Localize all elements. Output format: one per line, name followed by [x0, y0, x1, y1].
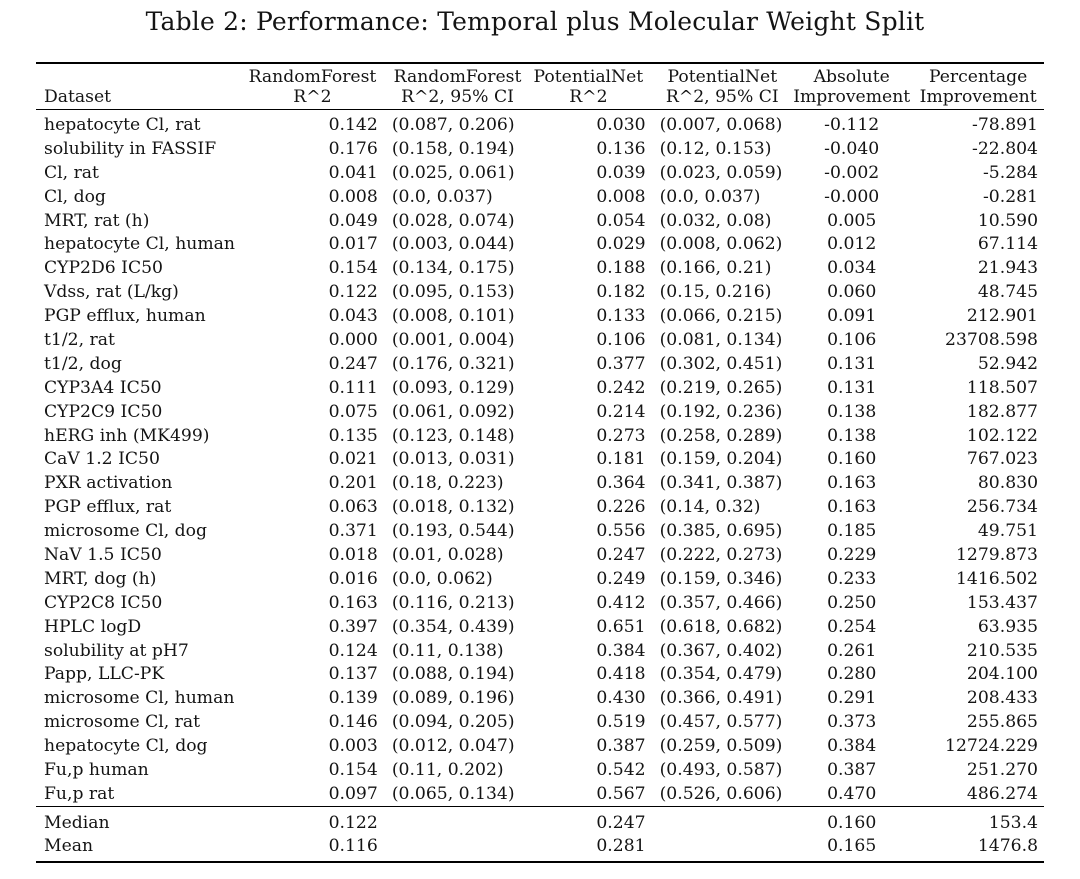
cell-abs-improvement: 0.250 [827, 592, 877, 613]
cell-pct-improvement: -0.281 [982, 186, 1038, 207]
cell-dataset: Fu,p rat [44, 783, 115, 804]
cell-pct-improvement: 1416.502 [955, 568, 1038, 589]
cell-rf-ci: (0.11, 0.202) [391, 759, 504, 780]
cell-rf-r2: 0.063 [328, 497, 378, 518]
cell-pn-r2: 0.247 [596, 544, 646, 565]
cell-pct-improvement: 255.865 [966, 712, 1038, 733]
cell-pn-r2: 0.182 [596, 282, 646, 303]
cell-pn-r2: 0.384 [596, 640, 646, 661]
cell-abs-improvement: -0.040 [824, 138, 880, 159]
table-row [36, 256, 1044, 280]
cell-abs-improvement: 0.163 [827, 473, 877, 494]
cell-rf-ci: (0.088, 0.194) [391, 664, 515, 685]
cell-pn-ci: (0.066, 0.215) [659, 306, 783, 327]
cell-dataset: Papp, LLC-PK [44, 664, 165, 685]
cell-pn-ci: (0.008, 0.062) [659, 234, 783, 255]
cell-pn-ci: (0.159, 0.204) [659, 449, 783, 470]
cell-pn-r2: 0.214 [596, 401, 646, 422]
cell-dataset: Vdss, rat (L/kg) [44, 282, 179, 303]
cell-pn-ci [650, 806, 789, 834]
cell-rf-ci: (0.11, 0.138) [391, 640, 504, 661]
cell-rf-ci: (0.018, 0.132) [391, 497, 515, 518]
table-row [36, 280, 1044, 304]
cell-rf-r2: 0.154 [328, 759, 378, 780]
table-row [36, 161, 1044, 185]
cell-dataset: microsome Cl, rat [44, 712, 201, 733]
cell-pn-ci: (0.258, 0.289) [659, 425, 783, 446]
cell-rf-ci [382, 806, 527, 834]
cell-dataset: Median [36, 806, 243, 834]
cell-rf-r2: 0.139 [328, 688, 378, 709]
cell-abs-improvement: 0.291 [827, 688, 877, 709]
cell-abs-improvement: 0.280 [827, 664, 877, 685]
cell-pct-improvement: 49.751 [977, 521, 1038, 542]
table-row [36, 352, 1044, 376]
cell-dataset: CYP3A4 IC50 [44, 377, 162, 398]
cell-abs-improvement: 0.387 [827, 759, 877, 780]
table-summary [36, 806, 1044, 862]
table-row [36, 662, 1044, 686]
cell-rf-r2: 0.016 [328, 568, 378, 589]
cell-pn-ci: (0.341, 0.387) [659, 473, 783, 494]
table-caption: Table 2: Performance: Temporal plus Molecular Weight Split [145, 7, 925, 36]
cell-dataset: MRT, rat (h) [44, 210, 150, 231]
cell-rf-r2: 0.371 [328, 521, 378, 542]
cell-rf-ci: (0.134, 0.175) [391, 258, 515, 279]
cell-rf-ci: (0.193, 0.544) [391, 521, 515, 542]
cell-pn-r2: 0.377 [596, 353, 646, 374]
cell-pct-improvement: 52.942 [977, 353, 1038, 374]
cell-rf-r2: 0.201 [328, 473, 378, 494]
cell-rf-r2: 0.116 [243, 834, 382, 862]
table-row [36, 110, 1044, 137]
cell-pct-improvement: 1279.873 [955, 544, 1038, 565]
cell-pn-r2: 0.247 [527, 806, 649, 834]
table-row [36, 185, 1044, 209]
cell-pn-ci: (0.222, 0.273) [659, 544, 783, 565]
cell-rf-ci: (0.003, 0.044) [391, 234, 515, 255]
cell-pct-improvement: 1476.8 [914, 834, 1044, 862]
cell-rf-ci: (0.0, 0.037) [391, 186, 493, 207]
cell-pn-r2: 0.273 [596, 425, 646, 446]
header-dataset [36, 64, 243, 87]
cell-dataset: Fu,p human [44, 759, 149, 780]
cell-dataset: t1/2, dog [44, 353, 122, 374]
cell-pn-ci: (0.032, 0.08) [659, 210, 772, 231]
cell-pn-ci: (0.192, 0.236) [659, 401, 783, 422]
cell-pct-improvement: 102.122 [966, 425, 1038, 446]
cell-dataset: CaV 1.2 IC50 [44, 449, 160, 470]
cell-pct-improvement: 23708.598 [945, 329, 1038, 350]
cell-rf-ci: (0.095, 0.153) [391, 282, 515, 303]
table-row [36, 615, 1044, 639]
summary-row [36, 806, 1044, 834]
cell-pn-ci: (0.023, 0.059) [659, 162, 783, 183]
cell-pn-r2: 0.181 [596, 449, 646, 470]
cell-pct-improvement: 204.100 [966, 664, 1038, 685]
cell-abs-improvement: 0.131 [827, 353, 877, 374]
cell-pn-r2: 0.281 [527, 834, 649, 862]
header-rf-r2-top: RandomForest [248, 67, 377, 87]
cell-rf-r2: 0.021 [328, 449, 378, 470]
cell-rf-ci: (0.061, 0.092) [391, 401, 515, 422]
cell-pn-ci: (0.457, 0.577) [659, 712, 783, 733]
cell-pn-r2: 0.226 [596, 497, 646, 518]
cell-abs-improvement: 0.229 [827, 544, 877, 565]
cell-pn-r2: 0.136 [596, 138, 646, 159]
cell-rf-r2: 0.397 [328, 616, 378, 637]
header-pct-top: Percentage [928, 67, 1028, 87]
cell-rf-r2: 0.142 [328, 114, 378, 135]
cell-pn-r2: 0.249 [596, 568, 646, 589]
cell-pn-r2: 0.030 [596, 114, 646, 135]
cell-abs-improvement: 0.131 [827, 377, 877, 398]
header-pct-bottom: Improvement [914, 87, 1044, 110]
cell-pn-r2: 0.556 [596, 521, 646, 542]
cell-rf-r2: 0.122 [243, 806, 382, 834]
cell-pn-ci: (0.219, 0.265) [659, 377, 783, 398]
cell-dataset: solubility in FASSIF [44, 138, 217, 159]
cell-pn-ci: (0.618, 0.682) [659, 616, 783, 637]
cell-rf-ci: (0.354, 0.439) [391, 616, 515, 637]
cell-abs-improvement: -0.000 [824, 186, 880, 207]
cell-abs-improvement: 0.384 [827, 736, 877, 757]
cell-dataset: MRT, dog (h) [44, 568, 157, 589]
cell-dataset: PGP efflux, human [44, 306, 206, 327]
cell-rf-r2: 0.111 [328, 377, 378, 398]
cell-pn-r2: 0.651 [596, 616, 646, 637]
cell-dataset: microsome Cl, dog [44, 521, 208, 542]
cell-abs-improvement: 0.163 [827, 497, 877, 518]
cell-rf-ci: (0.012, 0.047) [391, 736, 515, 757]
performance-table [36, 62, 1044, 863]
cell-abs-improvement: 0.185 [827, 521, 877, 542]
cell-pn-ci: (0.366, 0.491) [659, 688, 783, 709]
cell-rf-ci: (0.158, 0.194) [391, 138, 515, 159]
cell-rf-ci: (0.116, 0.213) [391, 592, 515, 613]
table-row [36, 686, 1044, 710]
table-row [36, 567, 1044, 591]
cell-rf-ci: (0.0, 0.062) [391, 568, 493, 589]
cell-rf-ci: (0.013, 0.031) [391, 449, 515, 470]
cell-rf-r2: 0.049 [328, 210, 378, 231]
cell-pn-ci: (0.302, 0.451) [659, 353, 783, 374]
table-row [36, 471, 1044, 495]
cell-abs-improvement: 0.165 [789, 834, 914, 862]
cell-rf-ci: (0.089, 0.196) [391, 688, 515, 709]
cell-pct-improvement: 63.935 [977, 616, 1038, 637]
cell-rf-ci: (0.065, 0.134) [391, 783, 515, 804]
table-row [36, 137, 1044, 161]
cell-pn-r2: 0.412 [596, 592, 646, 613]
cell-pct-improvement: -5.284 [982, 162, 1038, 183]
cell-rf-r2: 0.135 [328, 425, 378, 446]
cell-rf-r2: 0.247 [328, 353, 378, 374]
cell-rf-r2: 0.124 [328, 640, 378, 661]
cell-abs-improvement: -0.002 [824, 162, 880, 183]
cell-abs-improvement: -0.112 [824, 114, 880, 135]
cell-rf-r2: 0.163 [328, 592, 378, 613]
cell-rf-ci: (0.093, 0.129) [391, 377, 515, 398]
table-row [36, 495, 1044, 519]
cell-abs-improvement: 0.233 [827, 568, 877, 589]
header-abs-top: Absolute [813, 67, 890, 87]
table-row [36, 710, 1044, 734]
cell-rf-r2: 0.018 [328, 544, 378, 565]
header-dataset-label: Dataset [36, 87, 243, 110]
summary-row [36, 834, 1044, 862]
cell-dataset: t1/2, rat [44, 329, 115, 350]
cell-rf-r2: 0.154 [328, 258, 378, 279]
header-pn-ci-top: PotentialNet [667, 67, 778, 87]
header-rf-ci-top: RandomForest [393, 67, 522, 87]
cell-pn-ci: (0.0, 0.037) [659, 186, 761, 207]
table-row [36, 543, 1044, 567]
table-body [36, 110, 1044, 807]
cell-pn-ci: (0.166, 0.21) [659, 258, 772, 279]
table-header [36, 63, 1044, 110]
cell-dataset: hepatocyte Cl, dog [44, 736, 208, 757]
cell-rf-ci: (0.123, 0.148) [391, 425, 515, 446]
cell-pn-ci: (0.259, 0.509) [659, 736, 783, 757]
cell-pct-improvement: 256.734 [966, 497, 1038, 518]
cell-abs-improvement: 0.138 [827, 401, 877, 422]
header-rf-r2-bottom: R^2 [243, 87, 382, 110]
cell-pct-improvement: 67.114 [977, 234, 1038, 255]
cell-pn-ci: (0.159, 0.346) [659, 568, 783, 589]
cell-pn-r2: 0.054 [596, 210, 646, 231]
cell-pn-r2: 0.106 [596, 329, 646, 350]
header-pn-r2-bottom: R^2 [527, 87, 649, 110]
cell-abs-improvement: 0.470 [827, 783, 877, 804]
table-row [36, 376, 1044, 400]
cell-rf-r2: 0.176 [328, 138, 378, 159]
cell-dataset: hepatocyte Cl, rat [44, 114, 201, 135]
table-row [36, 424, 1044, 448]
table-row [36, 591, 1044, 615]
cell-pn-r2: 0.387 [596, 736, 646, 757]
performance-table-container [36, 62, 1044, 863]
cell-pn-r2: 0.039 [596, 162, 646, 183]
cell-rf-ci: (0.094, 0.205) [391, 712, 515, 733]
cell-rf-ci: (0.087, 0.206) [391, 114, 515, 135]
cell-abs-improvement: 0.261 [827, 640, 877, 661]
table-row [36, 447, 1044, 471]
cell-dataset: HPLC logD [44, 616, 142, 637]
table-row [36, 639, 1044, 663]
header-abs-bottom: Improvement [789, 87, 914, 110]
cell-dataset: CYP2C8 IC50 [44, 592, 163, 613]
table-row [36, 400, 1044, 424]
cell-dataset: CYP2C9 IC50 [44, 401, 163, 422]
cell-abs-improvement: 0.373 [827, 712, 877, 733]
cell-dataset: hERG inh (MK499) [44, 425, 210, 446]
cell-pct-improvement: -22.804 [972, 138, 1038, 159]
table-row [36, 304, 1044, 328]
cell-rf-r2: 0.075 [328, 401, 378, 422]
cell-rf-r2: 0.043 [328, 306, 378, 327]
cell-pn-ci: (0.12, 0.153) [659, 138, 772, 159]
cell-pn-ci: (0.526, 0.606) [659, 783, 783, 804]
cell-pn-r2: 0.542 [596, 759, 646, 780]
table-row [36, 734, 1044, 758]
cell-pn-ci: (0.385, 0.695) [659, 521, 783, 542]
cell-pct-improvement: 208.433 [966, 688, 1038, 709]
cell-pn-r2: 0.188 [596, 258, 646, 279]
cell-pn-ci: (0.493, 0.587) [659, 759, 783, 780]
cell-dataset: microsome Cl, human [44, 688, 235, 709]
cell-pn-r2: 0.242 [596, 377, 646, 398]
cell-pct-improvement: -78.891 [972, 114, 1038, 135]
cell-rf-r2: 0.000 [328, 329, 378, 350]
cell-pct-improvement: 21.943 [977, 258, 1038, 279]
header-pn-ci-bottom: R^2, 95% CI [650, 87, 789, 110]
cell-abs-improvement: 0.254 [827, 616, 877, 637]
cell-pn-ci: (0.14, 0.32) [659, 497, 761, 518]
cell-pn-r2: 0.029 [596, 234, 646, 255]
cell-pct-improvement: 767.023 [966, 449, 1038, 470]
cell-abs-improvement: 0.005 [827, 210, 877, 231]
cell-pn-ci: (0.357, 0.466) [659, 592, 783, 613]
cell-pn-r2: 0.519 [596, 712, 646, 733]
cell-dataset: Mean [36, 834, 243, 862]
cell-pct-improvement: 118.507 [966, 377, 1038, 398]
cell-abs-improvement: 0.060 [827, 282, 877, 303]
cell-pn-ci [650, 834, 789, 862]
cell-abs-improvement: 0.012 [827, 234, 877, 255]
cell-dataset: solubility at pH7 [44, 640, 189, 661]
cell-dataset: NaV 1.5 IC50 [44, 544, 162, 565]
cell-pct-improvement: 80.830 [977, 473, 1038, 494]
cell-rf-ci: (0.01, 0.028) [391, 544, 504, 565]
cell-rf-r2: 0.137 [328, 664, 378, 685]
cell-pn-ci: (0.354, 0.479) [659, 664, 783, 685]
cell-pct-improvement: 212.901 [966, 306, 1038, 327]
cell-pn-ci: (0.367, 0.402) [659, 640, 783, 661]
cell-abs-improvement: 0.106 [827, 329, 877, 350]
cell-rf-r2: 0.122 [328, 282, 378, 303]
cell-pct-improvement: 10.590 [977, 210, 1038, 231]
cell-pn-r2: 0.418 [596, 664, 646, 685]
cell-abs-improvement: 0.160 [789, 806, 914, 834]
cell-dataset: PGP efflux, rat [44, 497, 172, 518]
cell-rf-ci: (0.028, 0.074) [391, 210, 515, 231]
cell-rf-r2: 0.097 [328, 783, 378, 804]
table-row [36, 758, 1044, 782]
cell-dataset: Cl, dog [44, 186, 106, 207]
cell-dataset: hepatocyte Cl, human [44, 234, 235, 255]
cell-dataset: Cl, rat [44, 162, 99, 183]
cell-rf-r2: 0.017 [328, 234, 378, 255]
cell-rf-r2: 0.003 [328, 736, 378, 757]
cell-pct-improvement: 48.745 [977, 282, 1038, 303]
cell-pn-r2: 0.133 [596, 306, 646, 327]
cell-rf-r2: 0.146 [328, 712, 378, 733]
table-row [36, 209, 1044, 233]
cell-rf-ci: (0.001, 0.004) [391, 329, 515, 350]
table-row [36, 519, 1044, 543]
cell-pn-r2: 0.008 [596, 186, 646, 207]
cell-abs-improvement: 0.160 [827, 449, 877, 470]
table-row [36, 782, 1044, 806]
cell-rf-ci: (0.008, 0.101) [391, 306, 515, 327]
cell-pct-improvement: 182.877 [966, 401, 1038, 422]
cell-pn-r2: 0.430 [596, 688, 646, 709]
cell-abs-improvement: 0.091 [827, 306, 877, 327]
cell-rf-ci [382, 834, 527, 862]
cell-pct-improvement: 251.270 [966, 759, 1038, 780]
cell-pct-improvement: 210.535 [966, 640, 1038, 661]
cell-pct-improvement: 12724.229 [945, 736, 1038, 757]
cell-rf-ci: (0.18, 0.223) [391, 473, 504, 494]
cell-pn-ci: (0.007, 0.068) [659, 114, 783, 135]
header-rf-ci-bottom: R^2, 95% CI [382, 87, 527, 110]
header-pn-r2-top: PotentialNet [533, 67, 644, 87]
cell-rf-r2: 0.008 [328, 186, 378, 207]
cell-pn-ci: (0.15, 0.216) [659, 282, 772, 303]
cell-abs-improvement: 0.034 [827, 258, 877, 279]
cell-pn-r2: 0.364 [596, 473, 646, 494]
cell-pct-improvement: 153.437 [966, 592, 1038, 613]
cell-pct-improvement: 486.274 [966, 783, 1038, 804]
cell-pct-improvement: 153.4 [914, 806, 1044, 834]
cell-dataset: PXR activation [44, 473, 173, 494]
cell-rf-ci: (0.176, 0.321) [391, 353, 515, 374]
cell-dataset: CYP2D6 IC50 [44, 258, 163, 279]
table-row [36, 232, 1044, 256]
cell-pn-r2: 0.567 [596, 783, 646, 804]
table-row [36, 328, 1044, 352]
cell-rf-ci: (0.025, 0.061) [391, 162, 515, 183]
cell-rf-r2: 0.041 [328, 162, 378, 183]
cell-pn-ci: (0.081, 0.134) [659, 329, 783, 350]
cell-abs-improvement: 0.138 [827, 425, 877, 446]
